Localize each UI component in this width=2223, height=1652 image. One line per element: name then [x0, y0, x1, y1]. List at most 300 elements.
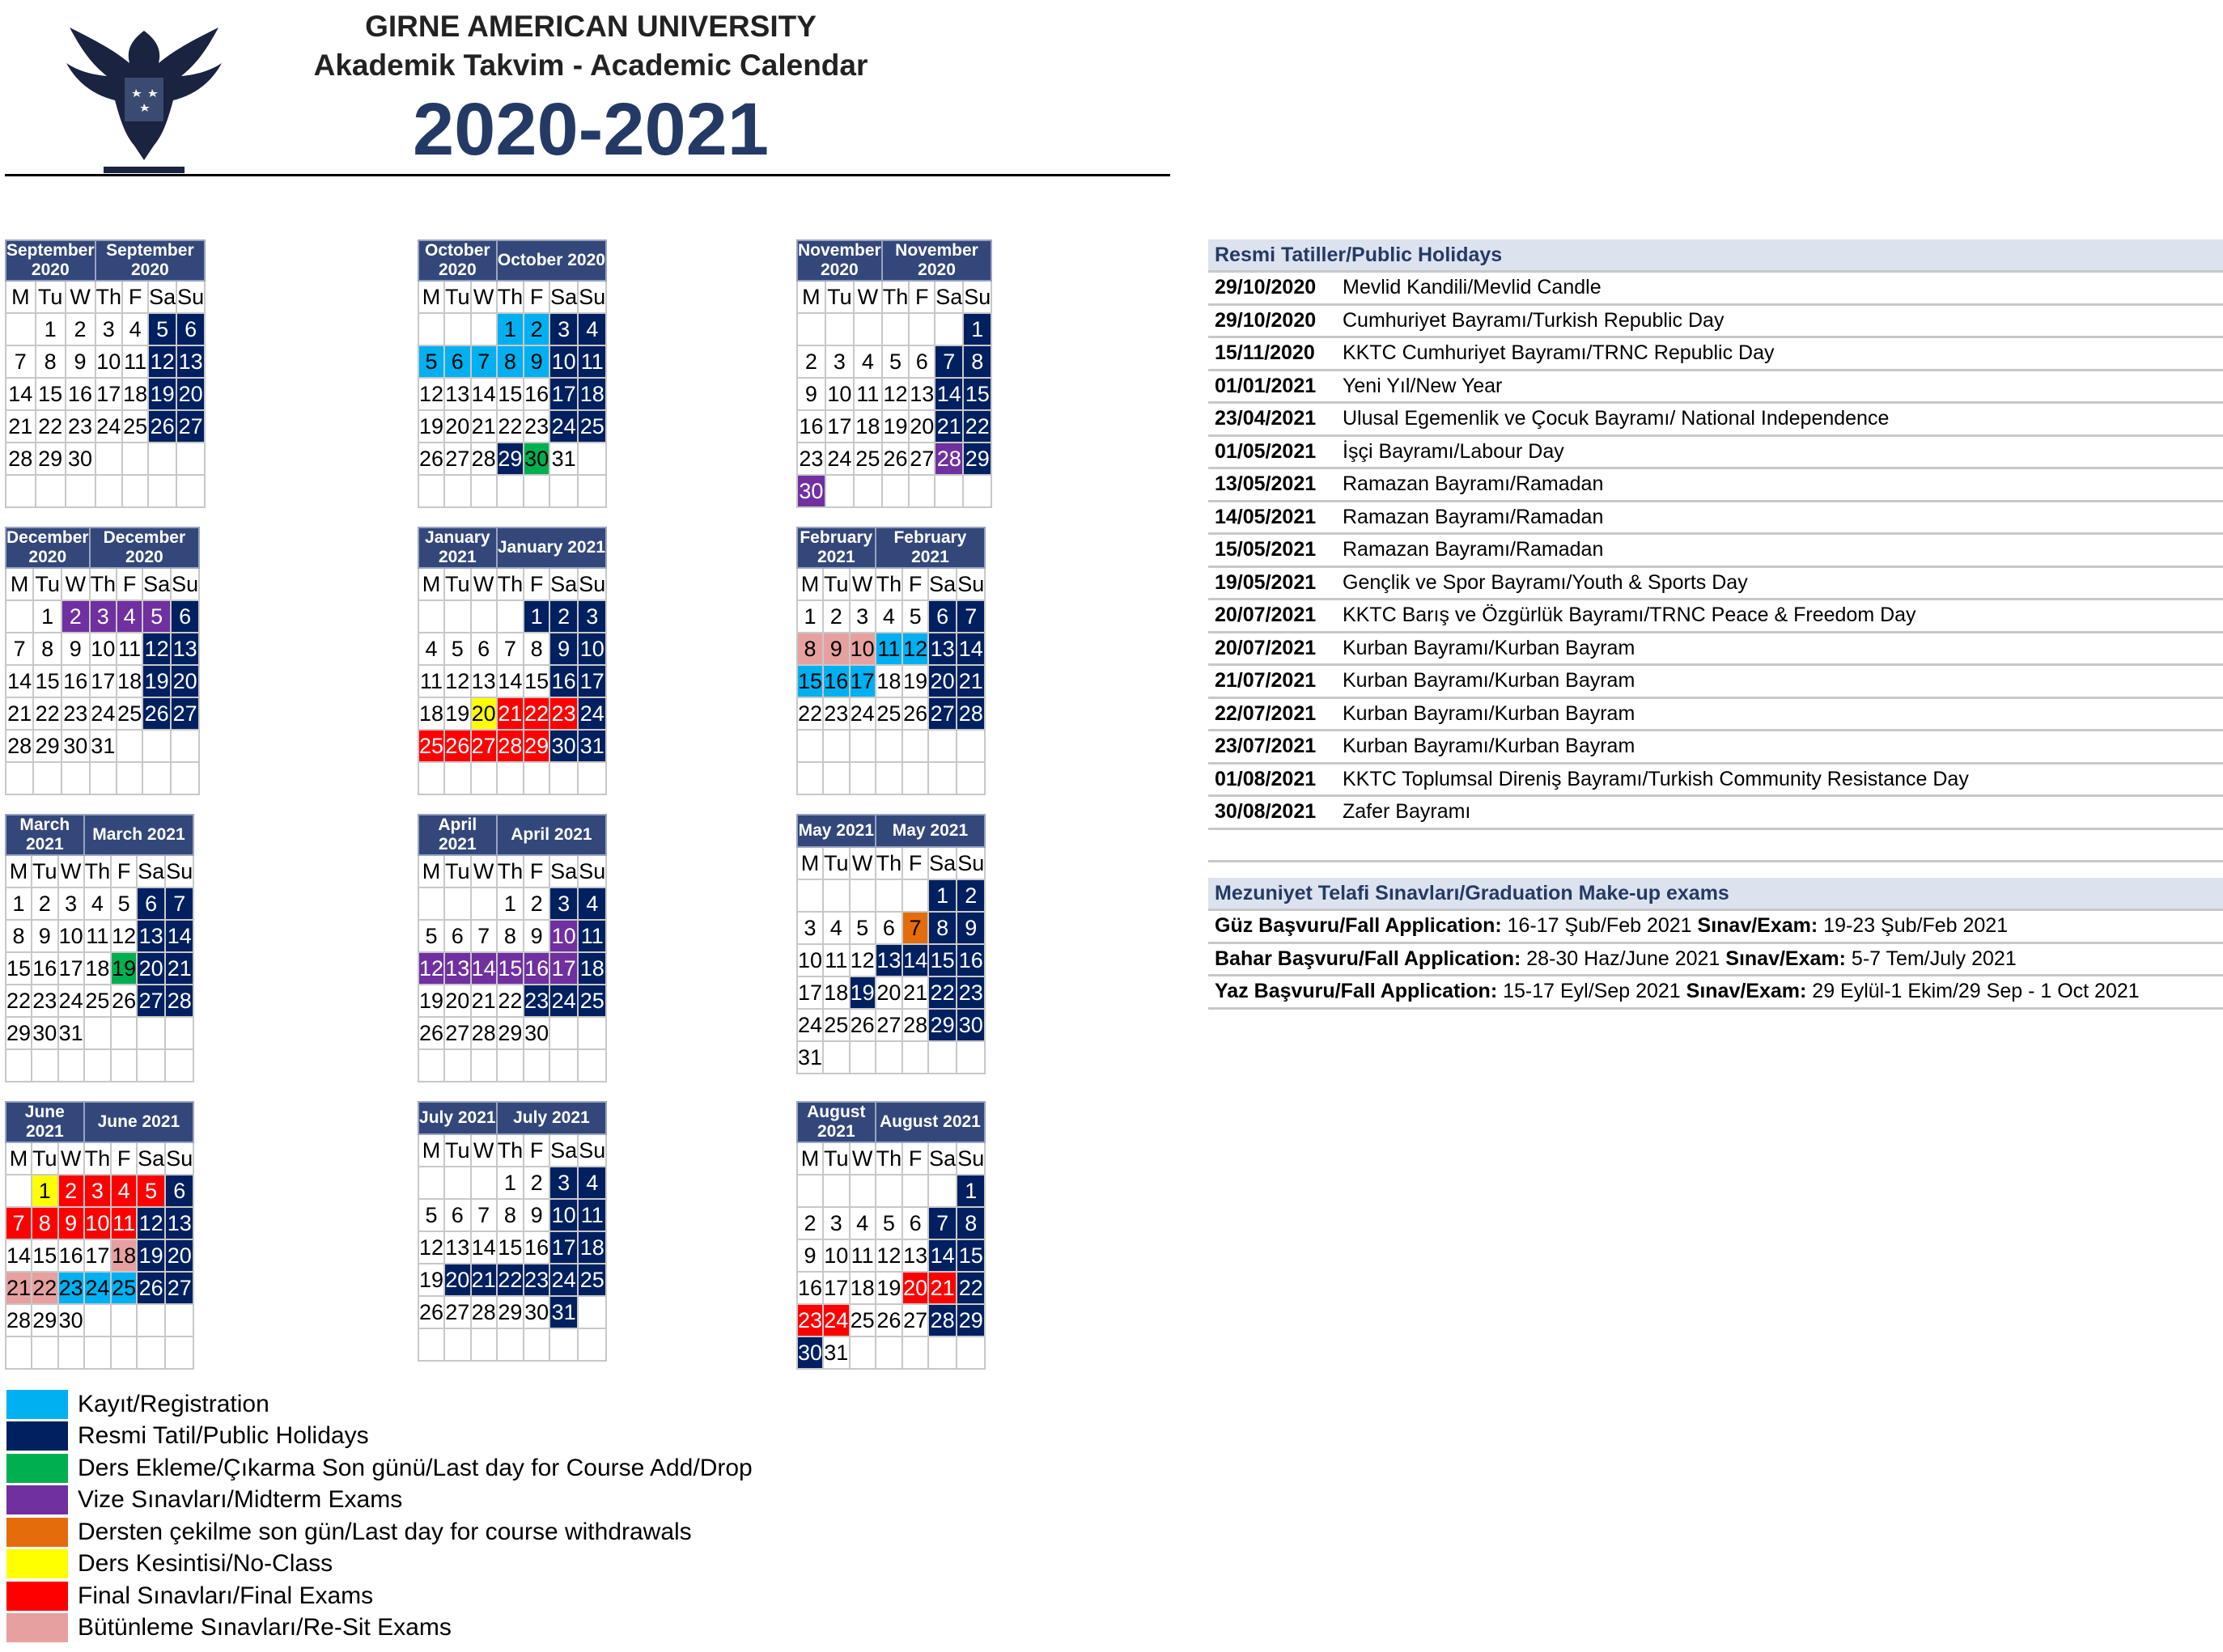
day-cell: 29	[524, 730, 549, 762]
day-cell: 19	[137, 1239, 165, 1272]
empty-cell	[497, 600, 524, 633]
legend-label: Kayıt/Registration	[78, 1390, 269, 1417]
day-cell: 18	[823, 976, 850, 1009]
week-row	[6, 443, 205, 475]
day-cell: 17	[823, 1272, 850, 1304]
empty-cell	[6, 475, 36, 507]
day-cell: 10	[95, 345, 123, 378]
day-cell: 3	[823, 1207, 850, 1239]
month-title: May 2021	[876, 815, 986, 847]
empty-cell	[444, 887, 471, 920]
day-cell: 6	[165, 1175, 193, 1207]
month-title: January 2021	[497, 527, 607, 568]
empty-cell	[418, 475, 444, 507]
day-cell: 9	[62, 633, 90, 665]
day-cell: 6	[444, 345, 471, 378]
weekday-header: W	[471, 281, 497, 313]
exam-row	[1208, 944, 2223, 977]
day-cell: 15	[6, 952, 32, 985]
empty-cell	[418, 1049, 444, 1082]
day-cell: 19	[850, 976, 876, 1009]
legend-label: Resmi Tatil/Public Holidays	[78, 1422, 369, 1450]
day-cell: 30	[524, 1017, 549, 1049]
day-cell: 12	[444, 665, 471, 697]
empty-cell	[418, 313, 444, 345]
empty-cell	[137, 1017, 165, 1049]
day-cell: 24	[58, 985, 84, 1017]
legend-swatch	[6, 1518, 68, 1547]
day-cell: 9	[524, 1199, 549, 1231]
empty-cell	[876, 1175, 903, 1207]
week-row	[418, 313, 606, 345]
empty-cell	[957, 762, 985, 794]
day-cell: 14	[471, 952, 497, 985]
weekday-header: Sa	[928, 847, 957, 879]
month-title: May 2021	[797, 815, 876, 847]
legend-label: Ders Kesintisi/No-Class	[78, 1550, 333, 1578]
day-cell: 25	[418, 730, 444, 762]
empty-cell	[471, 600, 497, 633]
day-cell: 5	[418, 920, 444, 952]
week-row	[418, 443, 606, 475]
day-cell: 8	[524, 633, 549, 665]
empty-cell	[497, 1049, 524, 1082]
day-cell: 2	[58, 1175, 84, 1207]
empty-cell	[902, 1041, 928, 1074]
day-cell: 24	[797, 1009, 823, 1041]
weekday-header: Tu	[36, 281, 66, 313]
day-cell: 24	[95, 410, 123, 443]
day-cell: 20	[444, 1264, 471, 1296]
day-cell: 23	[797, 1304, 823, 1336]
holiday-date: 30/08/2021	[1215, 800, 1317, 823]
legend-swatch	[6, 1390, 68, 1419]
day-cell: 2	[797, 1207, 823, 1239]
day-cell: 4	[117, 600, 142, 633]
day-cell: 4	[578, 887, 606, 920]
empty-cell	[902, 1336, 928, 1369]
empty-cell	[876, 762, 903, 794]
day-cell: 17	[58, 952, 84, 985]
empty-cell	[957, 730, 985, 762]
empty-cell	[418, 762, 444, 794]
day-cell: 27	[171, 697, 199, 730]
weekday-header: Sa	[928, 1142, 957, 1175]
week-row	[797, 345, 991, 378]
day-cell: 27	[165, 1272, 193, 1304]
day-cell: 16	[58, 1239, 84, 1272]
empty-cell	[84, 1049, 112, 1082]
weekday-header: F	[524, 568, 549, 600]
blank-row	[1208, 830, 2223, 863]
day-cell: 1	[32, 1175, 58, 1207]
page-header	[0, 0, 1173, 178]
day-cell: 17	[797, 976, 823, 1009]
holiday-date: 20/07/2021	[1215, 636, 1317, 659]
day-cell: 21	[165, 952, 193, 985]
holiday-name: İşçi Bayramı/Labour Day	[1343, 439, 1564, 463]
empty-cell	[471, 1328, 497, 1361]
week-row	[6, 475, 205, 507]
day-cell: 18	[578, 378, 606, 410]
day-cell: 2	[66, 313, 95, 345]
month-title: August 2021	[797, 1102, 876, 1142]
day-cell: 27	[176, 410, 205, 443]
day-cell: 21	[902, 976, 928, 1009]
holiday-date: 01/08/2021	[1215, 767, 1317, 790]
week-row	[418, 1231, 606, 1264]
weekday-header: Th	[84, 855, 112, 887]
day-cell: 7	[935, 345, 963, 378]
empty-cell	[928, 730, 957, 762]
day-cell: 20	[471, 697, 497, 730]
empty-cell	[963, 475, 991, 507]
day-cell: 4	[84, 887, 112, 920]
legend-label: Ders Ekleme/Çıkarma Son günü/Last day for Course Add/Drop	[78, 1454, 753, 1481]
day-cell: 23	[823, 697, 850, 730]
weekday-header: Sa	[549, 1134, 578, 1167]
day-cell: 31	[797, 1041, 823, 1074]
legend-item	[6, 1516, 978, 1548]
day-cell: 22	[957, 1272, 985, 1304]
day-cell: 14	[165, 920, 193, 952]
day-cell: 28	[902, 1009, 928, 1041]
day-cell: 20	[137, 952, 165, 985]
day-cell: 20	[171, 665, 199, 697]
weekday-header: W	[850, 1142, 876, 1175]
empty-cell	[111, 1304, 137, 1336]
day-cell: 2	[32, 887, 58, 920]
week-row	[6, 952, 193, 985]
empty-cell	[418, 1328, 444, 1361]
weekday-header: F	[909, 281, 935, 313]
day-cell: 15	[32, 1239, 58, 1272]
day-cell: 6	[171, 600, 199, 633]
day-cell: 3	[549, 1167, 578, 1199]
empty-cell	[171, 730, 199, 762]
holiday-name: Mevlid Kandili/Mevlid Candle	[1343, 276, 1601, 299]
week-row	[6, 1049, 193, 1082]
day-cell: 11	[876, 633, 903, 665]
empty-cell	[524, 1328, 549, 1361]
day-cell: 10	[84, 1207, 112, 1239]
day-cell: 19	[876, 1272, 903, 1304]
day-cell: 15	[963, 378, 991, 410]
day-cell: 16	[823, 665, 850, 697]
empty-cell	[122, 443, 148, 475]
week-row	[797, 1336, 985, 1369]
day-cell: 23	[524, 410, 549, 443]
day-cell: 24	[825, 443, 854, 475]
weekday-header: W	[62, 568, 90, 600]
day-cell: 24	[850, 697, 876, 730]
holiday-date: 14/05/2021	[1215, 505, 1317, 528]
day-cell: 1	[36, 313, 66, 345]
weekday-header: F	[524, 855, 549, 887]
week-row	[797, 378, 991, 410]
weekday-header: F	[902, 1142, 928, 1175]
weekday-header: Su	[957, 568, 985, 600]
day-cell: 14	[471, 378, 497, 410]
day-cell: 19	[882, 410, 910, 443]
day-cell: 26	[418, 1017, 444, 1049]
day-cell: 20	[444, 410, 471, 443]
week-row	[797, 475, 991, 507]
empty-cell	[876, 1041, 903, 1074]
day-cell: 12	[418, 952, 444, 985]
day-cell: 15	[497, 1231, 524, 1264]
empty-cell	[578, 475, 606, 507]
weekday-header: Sa	[549, 855, 578, 887]
weekday-header: Sa	[928, 568, 957, 600]
day-cell: 25	[578, 1264, 606, 1296]
day-cell: 19	[142, 665, 171, 697]
week-row	[6, 1017, 193, 1049]
day-cell: 7	[471, 1199, 497, 1231]
month-title: October 2020	[497, 240, 607, 281]
empty-cell	[876, 879, 903, 912]
month-title: November 2020	[882, 240, 992, 281]
empty-cell	[444, 475, 471, 507]
day-cell: 26	[111, 985, 137, 1017]
week-row	[797, 1272, 985, 1304]
month-table	[5, 239, 206, 508]
empty-cell	[142, 762, 171, 794]
weekday-header: Tu	[444, 568, 471, 600]
weekday-header: Th	[876, 847, 903, 879]
weekday-header: M	[6, 855, 32, 887]
empty-cell	[444, 1328, 471, 1361]
empty-cell	[850, 879, 876, 912]
empty-cell	[6, 600, 33, 633]
day-cell: 29	[497, 1296, 524, 1328]
day-cell: 13	[165, 1207, 193, 1239]
week-row	[6, 1304, 193, 1336]
holiday-row	[1208, 666, 2223, 699]
day-cell: 5	[148, 313, 176, 345]
empty-cell	[418, 1167, 444, 1199]
legend-swatch	[6, 1582, 68, 1611]
day-cell: 27	[902, 1304, 928, 1336]
week-row	[418, 665, 606, 697]
exam-label: Sınav/Exam:	[1686, 980, 1807, 1002]
day-cell: 24	[549, 985, 578, 1017]
day-cell: 15	[524, 665, 549, 697]
day-cell: 25	[850, 1304, 876, 1336]
empty-cell	[909, 475, 935, 507]
day-cell: 14	[6, 665, 33, 697]
day-cell: 4	[876, 600, 903, 633]
legend-item	[6, 1452, 978, 1485]
day-cell: 8	[497, 345, 524, 378]
day-cell: 18	[578, 952, 606, 985]
holiday-date: 29/10/2020	[1215, 308, 1317, 332]
holiday-name: Ulusal Egemenlik ve Çocuk Bayramı/ National Independence	[1343, 407, 1890, 430]
empty-cell	[111, 1017, 137, 1049]
day-cell: 27	[444, 1017, 471, 1049]
day-cell: 3	[549, 887, 578, 920]
week-row	[797, 976, 985, 1009]
empty-cell	[928, 762, 957, 794]
day-cell: 13	[876, 944, 903, 976]
day-cell: 15	[497, 952, 524, 985]
empty-cell	[6, 1336, 32, 1369]
day-cell: 8	[963, 345, 991, 378]
day-cell: 5	[850, 912, 876, 944]
day-cell: 23	[524, 1264, 549, 1296]
legend-item	[6, 1421, 978, 1453]
day-cell: 30	[58, 1304, 84, 1336]
day-cell: 8	[36, 345, 66, 378]
week-row	[797, 1009, 985, 1041]
day-cell: 21	[928, 1272, 957, 1304]
weekday-header: Tu	[444, 281, 471, 313]
empty-cell	[928, 1175, 957, 1207]
day-cell: 27	[444, 443, 471, 475]
empty-cell	[117, 762, 142, 794]
day-cell: 23	[62, 697, 90, 730]
empty-cell	[137, 1304, 165, 1336]
empty-cell	[117, 730, 142, 762]
week-row	[6, 1175, 193, 1207]
day-cell: 26	[418, 1296, 444, 1328]
empty-cell	[497, 762, 524, 794]
day-cell: 20	[909, 410, 935, 443]
legend-swatch	[6, 1613, 68, 1642]
day-cell: 6	[444, 1199, 471, 1231]
day-cell: 4	[578, 313, 606, 345]
weekday-header: Th	[882, 281, 910, 313]
empty-cell	[882, 313, 910, 345]
day-cell: 29	[32, 1304, 58, 1336]
empty-cell	[95, 475, 123, 507]
week-row	[6, 600, 199, 633]
weekday-header: M	[6, 281, 36, 313]
weekday-header: Tu	[823, 847, 850, 879]
day-cell: 16	[957, 944, 985, 976]
empty-cell	[797, 730, 823, 762]
day-cell: 1	[6, 887, 32, 920]
day-cell: 21	[471, 1264, 497, 1296]
day-cell: 14	[935, 378, 963, 410]
day-cell: 16	[549, 665, 578, 697]
day-cell: 1	[497, 1167, 524, 1199]
day-cell: 31	[823, 1336, 850, 1369]
day-cell: 16	[66, 378, 95, 410]
day-cell: 28	[471, 1296, 497, 1328]
day-cell: 24	[549, 1264, 578, 1296]
day-cell: 28	[6, 1304, 32, 1336]
day-cell: 2	[823, 600, 850, 633]
empty-cell	[797, 313, 825, 345]
day-cell: 31	[549, 1296, 578, 1328]
day-cell: 9	[797, 378, 825, 410]
day-cell: 12	[902, 633, 928, 665]
empty-cell	[148, 443, 176, 475]
empty-cell	[902, 762, 928, 794]
empty-cell	[471, 1167, 497, 1199]
color-legend	[6, 1388, 978, 1644]
day-cell: 21	[957, 665, 985, 697]
day-cell: 25	[854, 443, 882, 475]
day-cell: 3	[578, 600, 606, 633]
day-cell: 27	[928, 697, 957, 730]
weekday-header: W	[471, 855, 497, 887]
weekday-header: W	[58, 855, 84, 887]
holiday-name: Kurban Bayramı/Kurban Bayram	[1343, 701, 1635, 725]
holiday-row	[1208, 273, 2223, 306]
empty-cell	[84, 1336, 112, 1369]
week-row	[797, 762, 985, 794]
week-row	[797, 665, 985, 697]
day-cell: 8	[957, 1207, 985, 1239]
day-cell: 26	[142, 697, 171, 730]
day-cell: 18	[854, 410, 882, 443]
holiday-row	[1208, 633, 2223, 667]
weekday-header: M	[418, 1134, 444, 1167]
day-cell: 21	[471, 985, 497, 1017]
day-cell: 20	[928, 665, 957, 697]
day-cell: 16	[524, 1231, 549, 1264]
holiday-date: 19/05/2021	[1215, 570, 1317, 594]
day-cell: 12	[148, 345, 176, 378]
week-row	[418, 1167, 606, 1199]
holiday-date: 01/05/2021	[1215, 439, 1317, 463]
day-cell: 4	[578, 1167, 606, 1199]
empty-cell	[797, 762, 823, 794]
empty-cell	[171, 762, 199, 794]
day-cell: 18	[418, 697, 444, 730]
day-cell: 11	[823, 944, 850, 976]
day-cell: 2	[524, 1167, 549, 1199]
empty-cell	[36, 475, 66, 507]
day-cell: 11	[578, 1199, 606, 1231]
empty-cell	[549, 475, 578, 507]
day-cell: 24	[549, 410, 578, 443]
day-cell: 25	[578, 410, 606, 443]
day-cell: 10	[549, 920, 578, 952]
day-cell: 30	[524, 443, 549, 475]
week-row	[418, 475, 606, 507]
empty-cell	[854, 313, 882, 345]
weekday-header: M	[797, 1142, 823, 1175]
empty-cell	[58, 1336, 84, 1369]
day-cell: 13	[444, 952, 471, 985]
day-cell: 4	[418, 633, 444, 665]
day-cell: 14	[6, 378, 36, 410]
day-cell: 19	[418, 410, 444, 443]
day-cell: 26	[902, 697, 928, 730]
week-row	[418, 1017, 606, 1049]
day-cell: 29	[497, 443, 524, 475]
day-cell: 10	[578, 633, 606, 665]
month-title: July 2021	[418, 1102, 497, 1134]
holiday-name: KKTC Cumhuriyet Bayramı/TRNC Republic Day	[1343, 341, 1775, 364]
day-cell: 17	[850, 665, 876, 697]
day-cell: 21	[6, 697, 33, 730]
day-cell: 26	[876, 1304, 903, 1336]
day-cell: 27	[444, 1296, 471, 1328]
weekday-header: M	[6, 1142, 32, 1175]
holiday-date: 23/07/2021	[1215, 735, 1317, 757]
weekday-header: M	[6, 568, 33, 600]
empty-cell	[111, 1336, 137, 1369]
day-cell: 30	[797, 1336, 823, 1369]
empty-cell	[823, 879, 850, 912]
empty-cell	[471, 313, 497, 345]
month-table	[5, 527, 200, 795]
week-row	[6, 633, 199, 665]
